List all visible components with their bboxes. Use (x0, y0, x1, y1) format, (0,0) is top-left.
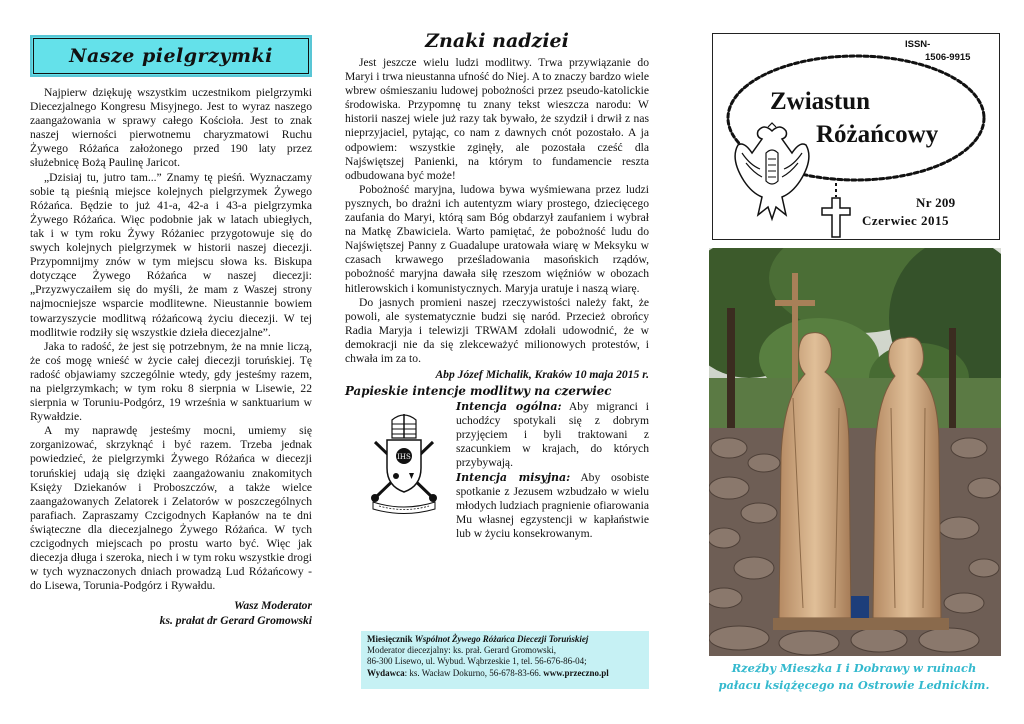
masthead-title-1: Zwiastun (770, 88, 871, 115)
left-paragraph: „Dzisiaj tu, jutro tam...” Znamy tę pieśń. Wyznaczamy sobie tą pieśnią miejsce kolejnych pielgrzymek Żywego Różańca. Będzie to już 41-a, 42-a i 43-a pielgrzymka Żywego Różańca. Więc podobnie jak w latach ubiegłych, tak i w tym roku Żywy Różaniec przygotowuje się do swych kolejnych pielgrzymek w historii naszej diecezji. Przypomnijmy znów w tym miejscu słowa ks. Biskupa dotyczące Żywego Różańca w naszej diecezji: „Przyzwyczaiłem się do myśli, że mam z Waszej strony najmocniejsze wsparcie modlitewne. Nieustannie bowiem towarzyszycie modlitwą różańcową życiu diecezji. W tej modlitwie rodziły się wszystkie dzieła diecezjalne”. (30, 170, 312, 339)
photo-caption-line-2: pałacu książęcego na Ostrowie Lednickim. (718, 678, 990, 692)
masthead-title-2: Różańcowy (816, 121, 939, 148)
intent-mission-label: Intencja misyjna: (456, 470, 571, 484)
publisher-footer (361, 631, 649, 689)
left-paragraph: A my naprawdę jesteśmy mocni, umiemy się zorganizować, skrzyknąć i być razem. Trzeba jednak powiedzieć, że pielgrzymki Żywego Różańca w diecezji toruńskiej udają się dzięki zaangażowaniu znakomitych Księży Dziekanów i Proboszczów, a także wielce zaangażowanych Zelatorek i Zelatorów w poszczególnych parafiach. Zapraszamy Czcigodnych Kapłanów na te dni świąteczne dla diecezjalnego Żywego Różańca. W tych czcigodnych miejscach po prostu warto być. Więc jak diecezja długa i szeroka, niech i w tym roku wszystkie drogi w tych wyznaczonych dniach prowadzą Lud Różańcowy - do Lisewa, Torunia-Podgórz i Rywałdu. (30, 424, 312, 593)
footer-line-4: Wydawca: ks. Wacław Dokurno, 56-678-83-66. www.przeczno.pl (367, 667, 609, 678)
footer-website-link[interactable]: www.przeczno.pl (543, 667, 609, 678)
middle-paragraph: Pobożność maryjna, ludowa bywa wyśmiewana przez ludzi pysznych, bo drażni ich autentyzm wiary prostego, dziecięcego zaufania do Maryi, którą sam Bóg obdarzył zaufaniem i wybrał na Matkę Zbawiciela. Warto pamiętać, że pobożność ludu do Najświętszej Panny z Guadalupe uratowała wiarę w Meksyku w czasach krwawego prześladowania masońskich rządów, pobożność maryjna dawała siłę rzeszom więźniów w obozach hitlerowskich i komunistycznych. Maryja uratuje i naszą wiarę. (345, 182, 649, 295)
left-signature-2: ks. prałat dr Gerard Gromowski (159, 614, 312, 628)
left-title-box (30, 35, 312, 77)
left-article (30, 86, 312, 628)
issn-label: ISSN- (905, 39, 931, 50)
intent-mission-text: Aby osobiste spotkanie z Jezusem wzbudzało w wielu młodych ludziach pragnienie ofiarowania Mu własnej egzystencji w kapłaństwie lub w życiu konsekrowanym. (456, 470, 649, 540)
middle-article (345, 56, 649, 541)
left-paragraph: Jaka to radość, że jest się potrzebnym, że na mnie liczą, że coś mogę wnieść w życie całej diecezji toruńskiej. Tę radość objawiamy szczególnie wtedy, gdy jesteśmy razem, na pielgrzymkach; w tym roku 8 sierpnia w Lisewie, 22 sierpnia w Toruniu-Podgórz, 19 września w sanktuarium w Rywałdzie. (30, 339, 312, 424)
footer-line-3: 86-300 Lisewo, ul. Wybud. Wąbrzeskie 1, tel. 56-676-86-04; (367, 656, 587, 667)
papal-intentions (345, 400, 649, 541)
intent-general-text: Aby migranci i uchodźcy spotykali się z dobrym przyjęciem i byli traktowani z szacunkiem w krajach, do których przybywają. (456, 400, 649, 470)
middle-paragraph: Do jasnych promieni naszej rzeczywistości należy fakt, że powoli, ale systematycznie budzi się naród. Przecież obrońcy Radia Maryja i telewizji TRWAM zdołali udowodnić, że w demokracji nie da się zlekceważyć milionowych protestów, i chwała im za to. (345, 295, 649, 365)
photo-caption (708, 660, 1000, 694)
middle-paragraph: Jest jeszcze wielu ludzi modlitwy. Trwa przywiązanie do Maryi i trwa nieustanna ufność do Niej. A to znaczy bardzo wiele wbrew ośmieszaniu ludowej pobożności przez pseudo-katolickie środowiska. Przypomnę tu znany tekst wieszcza narodu: W historii naszej wiele już razy tak bywało, że szydził i drwił z nas nieprzyjaciel, pytając, co nam z dawnych cnót pozostało. A ja odpowiem: wszystkie zginęły, ale pozostała cześć dla Najświętszej Panienki, na którym to fundamencie reszta odbudowana być może! (345, 56, 649, 182)
sculptures-photo (709, 248, 1001, 656)
eagle-icon (735, 123, 809, 219)
svg-text:IHS: IHS (397, 453, 411, 462)
middle-article-title: Znaki nadziei (425, 30, 569, 52)
issue-date: Czerwiec 2015 (862, 213, 949, 228)
footer-line-1: Miesięcznik Wspólnot Żywego Różańca Diecezji Toruńskiej (367, 634, 589, 644)
left-signature-1: Wasz Moderator (233, 599, 312, 613)
issue-number: Nr 209 (916, 195, 956, 210)
papal-coat-of-arms-icon (365, 412, 443, 516)
photo-caption-line-1: Rzeźby Mieszka I i Dobrawy w ruinach (731, 661, 977, 675)
issn-number: 1506-9915 (925, 52, 971, 63)
left-article-title: Nasze pielgrzymki (69, 45, 273, 67)
footer-line-2: Moderator diecezjalny: ks. prał. Gerard Gromowski, (367, 645, 556, 656)
papal-intentions-heading: Papieskie intencje modlitwy na czerwiec (345, 384, 612, 399)
middle-signature: Abp Józef Michalik, Kraków 10 maja 2015 r. (435, 368, 649, 382)
left-paragraph: Najpierw dziękuję wszystkim uczestnikom pielgrzymki Diecezjalnego Kongresu Misyjnego. Jest to wyraz naszego zaangażowania w sprawy całego Kościoła. Jest to znak naszej wierności pierwotnemu charyzmatowi Ruchu Żywego Różańca założonego przed 190 laty przez służebnicę Bożą Paulinę Jaricot. (30, 86, 312, 170)
intent-general-label: Intencja ogólna: (456, 400, 562, 414)
